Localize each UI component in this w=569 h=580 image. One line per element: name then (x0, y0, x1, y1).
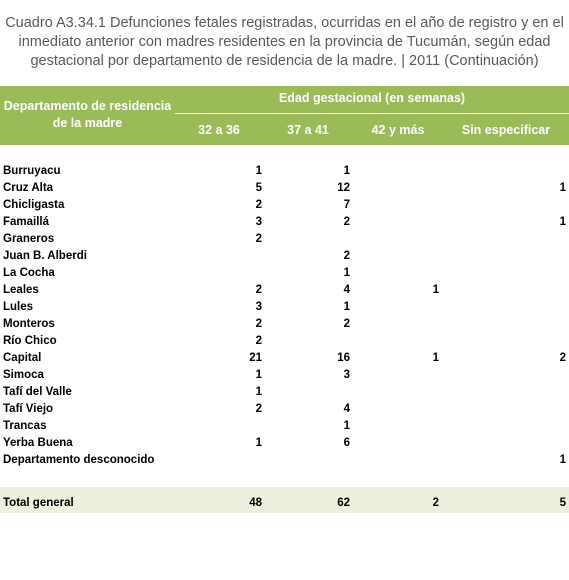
total-value-42-mas: 2 (432, 497, 439, 509)
cell-32-36: 5 (255, 182, 262, 194)
department-name: Simoca (3, 369, 44, 381)
department-name: Chicligasta (3, 199, 65, 211)
department-name: Capital (3, 352, 42, 364)
department-name: Burruyacu (3, 165, 61, 177)
department-name: Leales (3, 284, 39, 296)
cell-sin-especificar: 1 (559, 216, 566, 228)
table-row (0, 452, 569, 469)
cell-32-36: 1 (255, 165, 262, 177)
cell-32-36: 1 (255, 369, 262, 381)
cell-37-41: 6 (343, 437, 350, 449)
department-name: Trancas (3, 420, 47, 432)
table-row (0, 333, 569, 350)
department-name: Monteros (3, 318, 55, 330)
cell-32-36: 2 (255, 233, 262, 245)
table-row (0, 299, 569, 316)
cell-42-mas: 1 (432, 284, 439, 296)
table-row (0, 180, 569, 197)
table-row (0, 418, 569, 435)
cell-37-41: 2 (343, 250, 350, 262)
cell-32-36: 2 (255, 199, 262, 211)
header-col-42-mas: 42 y más (371, 123, 425, 137)
header-divider (175, 113, 569, 114)
table-row (0, 316, 569, 333)
total-value-37-41: 62 (337, 497, 350, 509)
cell-37-41: 12 (337, 182, 350, 194)
table-row (0, 435, 569, 452)
department-name: Tafí Viejo (3, 403, 54, 415)
cell-32-36: 2 (255, 403, 262, 415)
department-name: La Cocha (3, 267, 55, 279)
header-col-32-36: 32 a 36 (198, 123, 240, 137)
cell-32-36: 3 (255, 216, 262, 228)
cell-37-41: 1 (343, 301, 350, 313)
department-name: Lules (3, 301, 34, 313)
table-row (0, 350, 569, 367)
cell-37-41: 1 (343, 165, 350, 177)
total-label: Total general (3, 497, 74, 509)
table-title: Cuadro A3.34.1 Defunciones fetales registradas, ocurridas en el año de registro y en el inmediato anterior con madres residentes en la provincia de Tucumán, según edad gestacional por departamento de residencia de la madre. | 2011 (Continuación) (5, 15, 564, 69)
cell-32-36: 1 (255, 437, 262, 449)
cell-32-36: 2 (255, 284, 262, 296)
total-row (0, 487, 569, 513)
table-row (0, 384, 569, 401)
total-value-32-36: 48 (249, 497, 262, 509)
total-value-sin-especificar: 5 (559, 497, 566, 509)
cell-42-mas: 1 (432, 352, 439, 364)
table-row (0, 282, 569, 299)
department-name: Yerba Buena (3, 437, 73, 449)
cell-37-41: 2 (343, 216, 350, 228)
header-gestational-age: Edad gestacional (en semanas) (278, 91, 466, 105)
department-name: Río Chico (3, 335, 57, 347)
department-name: Famaillá (3, 216, 50, 228)
cell-37-41: 1 (343, 420, 350, 432)
cell-32-36: 21 (249, 352, 262, 364)
table-row (0, 163, 569, 180)
cell-32-36: 2 (255, 318, 262, 330)
cell-37-41: 3 (343, 369, 350, 381)
table-header (0, 86, 569, 145)
table-row (0, 248, 569, 265)
header-department: Departamento de residencia de la madre (3, 99, 172, 130)
cell-sin-especificar: 1 (559, 182, 566, 194)
department-name: Tafí del Valle (3, 386, 72, 398)
cell-32-36: 2 (255, 335, 262, 347)
header-col-sin-especificar: Sin especificar (461, 123, 551, 137)
cell-32-36: 3 (255, 301, 262, 313)
department-name: Cruz Alta (3, 182, 54, 194)
cell-37-41: 16 (337, 352, 350, 364)
department-name: Departamento desconocido (3, 454, 155, 466)
cell-37-41: 7 (343, 199, 350, 211)
cell-sin-especificar: 1 (559, 454, 566, 466)
header-col-37-41: 37 a 41 (287, 123, 329, 137)
department-name: Graneros (3, 233, 55, 245)
cell-37-41: 4 (343, 284, 350, 296)
table-row (0, 197, 569, 214)
cell-37-41: 4 (343, 403, 350, 415)
cell-37-41: 2 (343, 318, 350, 330)
cell-32-36: 1 (255, 386, 262, 398)
cell-37-41: 1 (343, 267, 350, 279)
table-row (0, 231, 569, 248)
table-row (0, 367, 569, 384)
department-name: Juan B. Alberdi (3, 250, 87, 262)
table-row (0, 214, 569, 231)
table-row (0, 265, 569, 282)
cell-sin-especificar: 2 (559, 352, 566, 364)
table-row (0, 401, 569, 418)
